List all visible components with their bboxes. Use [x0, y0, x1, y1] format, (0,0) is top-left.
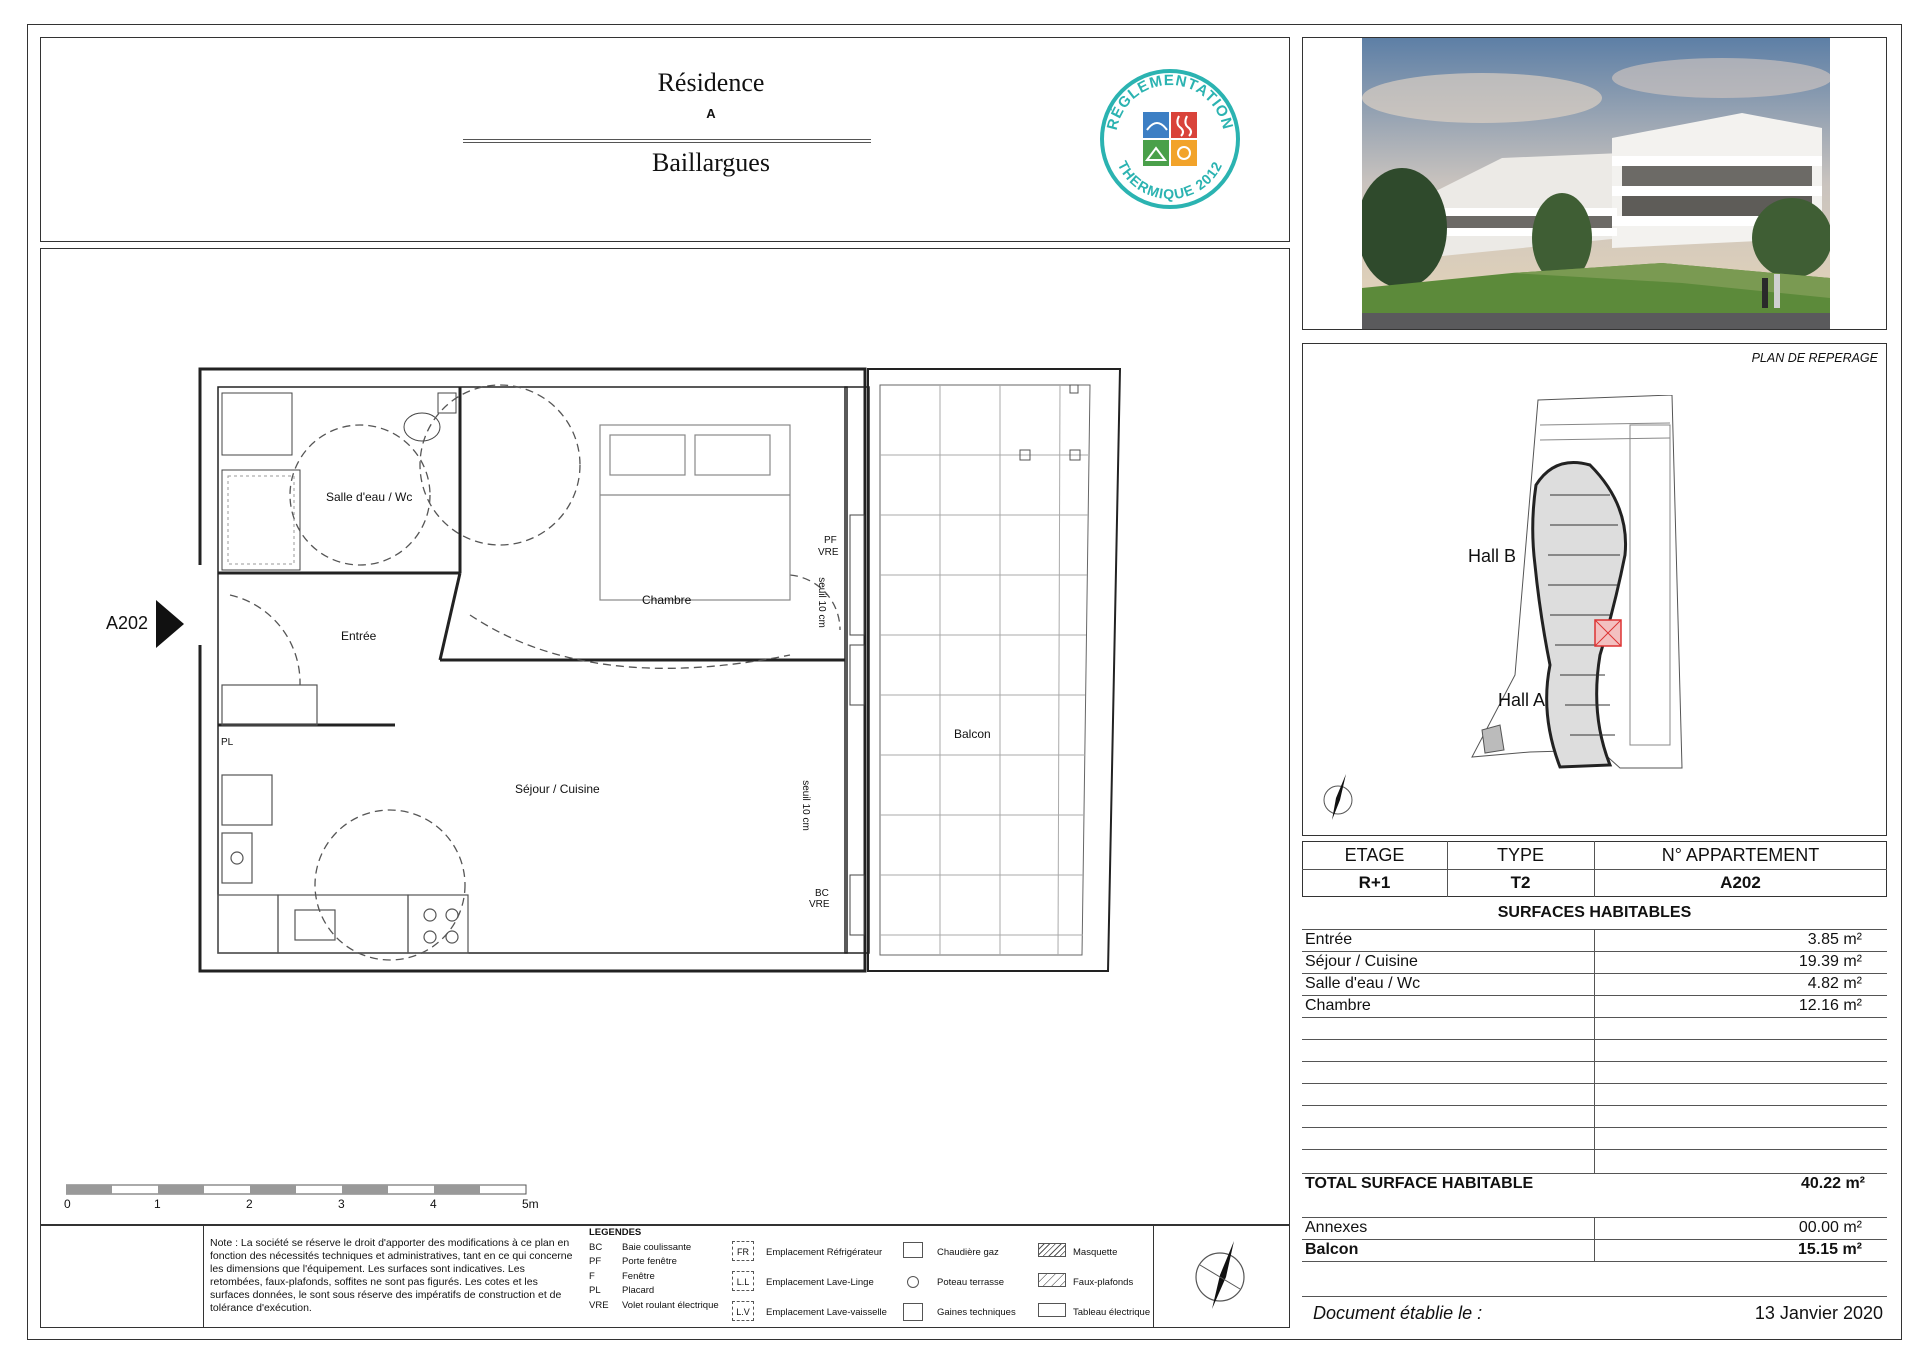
- legend-false-ceiling-label: Faux-plafonds: [1073, 1277, 1134, 1288]
- scale-label-5m: 5m: [522, 1197, 539, 1211]
- document-date-value: 13 Janvier 2020: [1754, 1303, 1883, 1323]
- legend-label-f: Fenêtre: [622, 1271, 655, 1282]
- legend-duct-label: Gaines techniques: [937, 1307, 1016, 1318]
- legend-electrical-label: Tableau électrique: [1073, 1307, 1151, 1318]
- annotation-bc: BC: [815, 888, 829, 899]
- surface-value-entree: 3.85 m²: [1807, 931, 1862, 948]
- legend-title: LEGENDES: [589, 1227, 642, 1238]
- hall-b-label: Hall B: [1468, 546, 1517, 566]
- scale-label-3: 3: [338, 1197, 345, 1211]
- header-box: [40, 37, 1290, 242]
- annexe-name-annexes: Annexes: [1305, 1219, 1368, 1236]
- floor-plan: [190, 355, 1140, 985]
- annotation-seuil-1: seuil 10 cm: [815, 577, 827, 628]
- total-surface-value: 40.22 m²: [1800, 1175, 1865, 1192]
- surface-name-chambre: Chambre: [1305, 997, 1371, 1014]
- city-title: Baillargues: [652, 148, 770, 177]
- legend-column-label: Poteau terrasse: [937, 1277, 1005, 1288]
- surface-row-line-3: [1302, 995, 1887, 996]
- hall-a-label: Hall A: [1498, 690, 1546, 710]
- surface-name-entree: Entrée: [1305, 931, 1353, 948]
- room-label-chambre: Chambre: [642, 593, 692, 607]
- masquette-icon: [1038, 1243, 1066, 1257]
- document-date-top-line: [1302, 1296, 1887, 1297]
- electrical-panel-icon: [1038, 1303, 1066, 1317]
- legend-ll-box: L.L: [732, 1271, 754, 1291]
- annotation-seuil-2: seuil 10 cm: [799, 780, 811, 831]
- scale-label-1: 1: [154, 1197, 161, 1211]
- annexes-bottom-line: [1302, 1261, 1887, 1262]
- info-header-etage: ETAGE: [1344, 845, 1405, 865]
- surface-row-line-11: [1302, 1173, 1887, 1174]
- surface-row-line-5: [1302, 1039, 1887, 1040]
- legend-lv-box: L.V: [732, 1301, 754, 1321]
- surface-name-salle-eau: Salle d'eau / Wc: [1305, 975, 1421, 992]
- surface-row-line-4: [1302, 1017, 1887, 1018]
- boiler-icon: [903, 1242, 923, 1258]
- surface-row-line-0: [1302, 929, 1887, 930]
- room-label-balcon: Balcon: [954, 727, 991, 741]
- entrance-arrow-icon: [156, 600, 186, 648]
- info-value-type: T2: [1510, 873, 1531, 892]
- surface-row-line-9: [1302, 1127, 1887, 1128]
- surfaces-col-divider: [1594, 929, 1595, 1174]
- rt-logo-top-text: RÉGLEMENTATION: [1103, 71, 1237, 132]
- annexe-value-balcon: 15.15 m²: [1797, 1241, 1862, 1258]
- apartment-marker: [106, 600, 186, 648]
- legend-masquette-label: Masquette: [1073, 1247, 1118, 1258]
- column-icon: [907, 1276, 919, 1288]
- surface-row-line-7: [1302, 1083, 1887, 1084]
- surface-row-line-10: [1302, 1149, 1887, 1150]
- annotation-pl: PL: [221, 737, 234, 748]
- legend-code-pf: PF: [589, 1256, 602, 1267]
- rt2012-logo: [1091, 60, 1249, 218]
- annotation-pf: PF: [824, 535, 837, 546]
- scale-label-4: 4: [430, 1197, 437, 1211]
- legend-label-pf: Porte fenêtre: [622, 1256, 677, 1267]
- site-plan-drawing: [1460, 395, 1720, 785]
- info-header-type: TYPE: [1496, 845, 1544, 865]
- legend-label-vre: Volet roulant électrique: [622, 1300, 719, 1311]
- info-header-appartement: N° APPARTEMENT: [1661, 845, 1820, 865]
- footer-note-divider: [203, 1225, 204, 1328]
- legend-ll-label: Emplacement Lave-Linge: [766, 1277, 874, 1288]
- building-letter: A: [706, 106, 716, 121]
- render-frame: [1302, 37, 1887, 330]
- legend-boiler-label: Chaudière gaz: [937, 1247, 999, 1258]
- legend-code-vre: VRE: [589, 1300, 609, 1311]
- compass-icon: [1190, 1235, 1250, 1315]
- annexe-value-annexes: 00.00 m²: [1798, 1219, 1862, 1236]
- legend-code-bc: BC: [589, 1242, 603, 1253]
- surface-row-line-1: [1302, 951, 1887, 952]
- annexe-name-balcon: Balcon: [1305, 1241, 1359, 1258]
- surface-value-sejour: 19.39 m²: [1798, 953, 1862, 970]
- surface-row-line-8: [1302, 1105, 1887, 1106]
- site-compass-icon: [1318, 770, 1358, 822]
- residence-title: Résidence: [657, 68, 765, 97]
- scale-label-0: 0: [64, 1197, 71, 1211]
- total-surface-label: TOTAL SURFACE HABITABLE: [1305, 1175, 1534, 1192]
- info-value-appartement: A202: [1720, 873, 1761, 892]
- building-rendering-image: [1362, 38, 1830, 329]
- surface-value-chambre: 12.16 m²: [1798, 997, 1862, 1014]
- legend-label-pl: Placard: [622, 1285, 655, 1296]
- room-label-sejour: Séjour / Cuisine: [515, 782, 600, 796]
- annotation-vre-2: VRE: [809, 899, 830, 910]
- surfaces-title: SURFACES HABITABLES: [1497, 904, 1692, 921]
- apartment-marker-label: A202: [106, 613, 149, 633]
- title-divider: [463, 139, 871, 143]
- surface-row-line-2: [1302, 973, 1887, 974]
- surface-row-line-6: [1302, 1061, 1887, 1062]
- legend-code-f: F: [589, 1271, 595, 1282]
- legend-fr-box: FR: [732, 1241, 754, 1261]
- annexes-col-divider: [1594, 1217, 1595, 1261]
- legend-right-divider: [1153, 1225, 1154, 1328]
- legend-label-bc: Baie coulissante: [622, 1242, 692, 1253]
- annotation-vre-1: VRE: [818, 547, 839, 558]
- disclaimer-note: Note : La société se réserve le droit d'apporter des modifications à ce plan en fonction des nécessités techniques et administratives, tant en ce qui concerne les dimensions que l'équipement. Les surfaces sont indicatives. Les retombées, faux-plafonds, soffites ne sont pas figurés. Les cotes et les surfaces données, le sont sous réserve des impératifs de construction et de tolérance d'exécution.: [210, 1237, 573, 1314]
- legend-fr-label: Emplacement Réfrigérateur: [766, 1247, 883, 1258]
- location-plan-title: PLAN DE REPERAGE: [1751, 351, 1878, 365]
- surface-value-salle-eau: 4.82 m²: [1807, 975, 1862, 992]
- scale-label-2: 2: [246, 1197, 253, 1211]
- legend-lv-label: Emplacement Lave-vaisselle: [766, 1307, 887, 1318]
- surface-name-sejour: Séjour / Cuisine: [1305, 953, 1418, 970]
- duct-icon: [903, 1303, 923, 1321]
- room-label-salle-eau: Salle d'eau / Wc: [326, 490, 413, 504]
- legend-code-pl: PL: [589, 1285, 601, 1296]
- info-value-etage: R+1: [1358, 873, 1391, 892]
- false-ceiling-icon: [1038, 1273, 1066, 1287]
- rt-logo-bottom-text: THERMIQUE 2012: [1114, 158, 1226, 203]
- room-label-entree: Entrée: [341, 629, 377, 643]
- document-date-label: Document établie le :: [1313, 1303, 1483, 1323]
- scale-bar: [64, 1183, 539, 1213]
